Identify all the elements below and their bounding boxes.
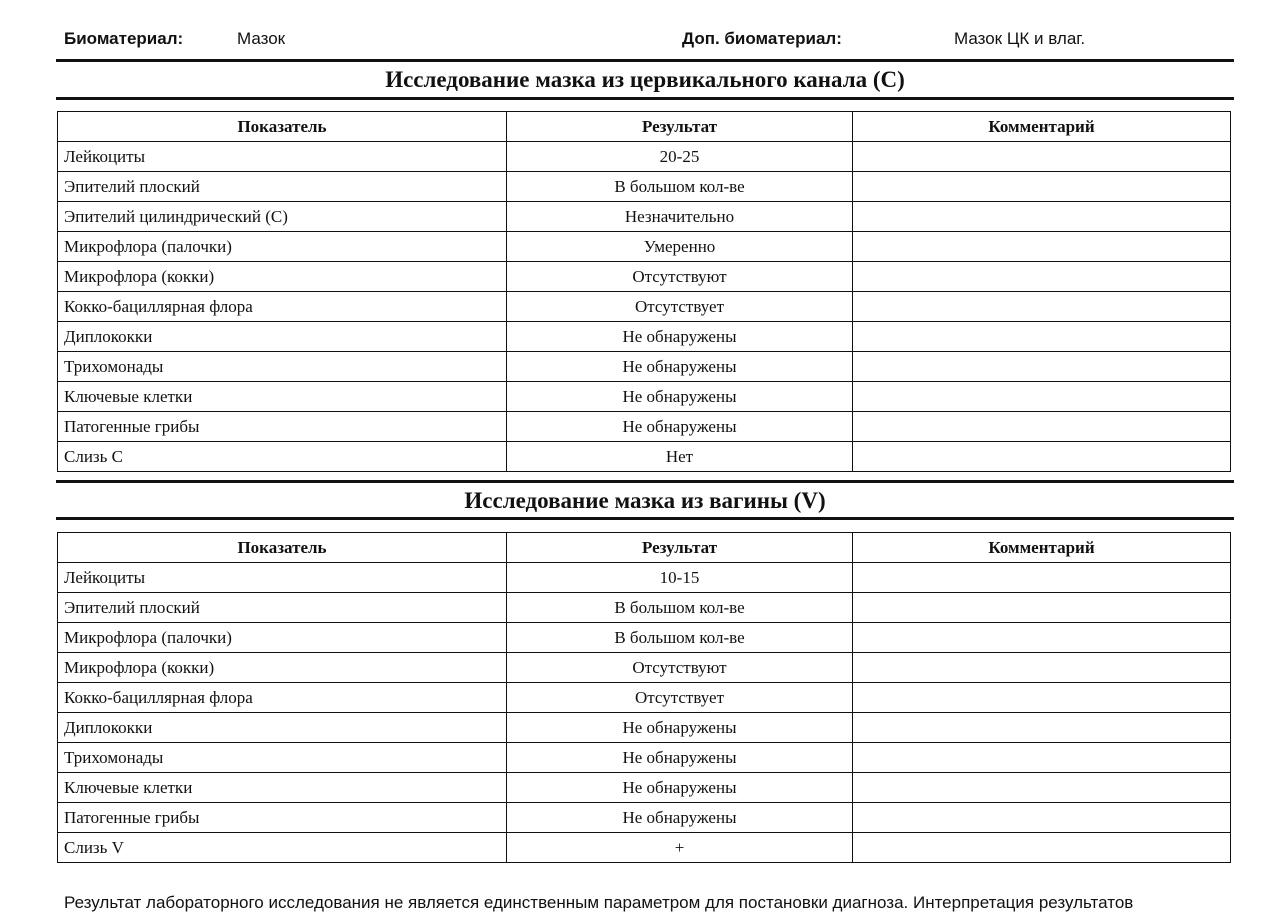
comment-cell [853, 683, 1231, 713]
comment-cell [853, 382, 1231, 412]
comment-cell [853, 322, 1231, 352]
indicator-cell: Диплококки [58, 713, 507, 743]
comment-cell [853, 833, 1231, 863]
vaginal-section-title: Исследование мазка из вагины (V) [464, 488, 826, 513]
table-row [58, 683, 1231, 713]
indicator-cell: Микрофлора (кокки) [58, 653, 507, 683]
table-row [58, 743, 1231, 773]
biomaterial-label: Биоматериал: [64, 29, 184, 48]
comment-cell [853, 232, 1231, 262]
table-row [58, 412, 1231, 442]
table-row [58, 202, 1231, 232]
table-header-row [58, 112, 1231, 142]
table-row [58, 142, 1231, 172]
indicator-cell: Лейкоциты [58, 563, 507, 593]
indicator-cell: Патогенные грибы [58, 803, 507, 833]
table-row [58, 322, 1231, 352]
indicator-cell: Лейкоциты [58, 142, 507, 172]
result-cell: Не обнаружены [507, 412, 853, 442]
comment-cell [853, 593, 1231, 623]
cervical-title-divider [56, 97, 1234, 100]
result-cell: 10-15 [507, 563, 853, 593]
indicator-cell: Кокко-бациллярная флора [58, 292, 507, 322]
result-cell: Не обнаружены [507, 352, 853, 382]
indicator-cell: Патогенные грибы [58, 412, 507, 442]
vaginal-table-body [58, 563, 1231, 863]
comment-cell [853, 442, 1231, 472]
indicator-cell: Микрофлора (палочки) [58, 623, 507, 653]
table-row [58, 593, 1231, 623]
column-header-indicator: Показатель [58, 112, 507, 142]
comment-cell [853, 172, 1231, 202]
extra-biomaterial-value: Мазок ЦК и влаг. [954, 29, 1086, 48]
indicator-cell: Эпителий плоский [58, 593, 507, 623]
comment-cell [853, 202, 1231, 232]
column-header-indicator: Показатель [58, 533, 507, 563]
result-cell: Отсутствует [507, 683, 853, 713]
result-cell: Не обнаружены [507, 713, 853, 743]
comment-cell [853, 713, 1231, 743]
cervical-section-title: Исследование мазка из цервикального канала (C) [385, 67, 905, 92]
result-cell: Отсутствуют [507, 653, 853, 683]
vaginal-results-table [57, 532, 1231, 863]
comment-cell [853, 142, 1231, 172]
cervical-table-bottom-rule [56, 480, 1234, 483]
header-divider [56, 59, 1234, 62]
indicator-cell: Слизь C [58, 442, 507, 472]
indicator-cell: Эпителий цилиндрический (C) [58, 202, 507, 232]
comment-cell [853, 292, 1231, 322]
table-row [58, 563, 1231, 593]
indicator-cell: Трихомонады [58, 743, 507, 773]
indicator-cell: Микрофлора (кокки) [58, 262, 507, 292]
indicator-cell: Эпителий плоский [58, 172, 507, 202]
comment-cell [853, 773, 1231, 803]
table-row [58, 172, 1231, 202]
result-cell: Не обнаружены [507, 743, 853, 773]
table-row [58, 352, 1231, 382]
table-row [58, 803, 1231, 833]
table-row [58, 382, 1231, 412]
result-cell: В большом кол-ве [507, 172, 853, 202]
result-cell: Не обнаружены [507, 803, 853, 833]
comment-cell [853, 563, 1231, 593]
indicator-cell: Ключевые клетки [58, 773, 507, 803]
table-row [58, 623, 1231, 653]
result-cell: Умеренно [507, 232, 853, 262]
comment-cell [853, 262, 1231, 292]
indicator-cell: Кокко-бациллярная флора [58, 683, 507, 713]
result-cell: Отсутствует [507, 292, 853, 322]
comment-cell [853, 623, 1231, 653]
table-header-row [58, 533, 1231, 563]
comment-cell [853, 412, 1231, 442]
result-cell: Отсутствуют [507, 262, 853, 292]
column-header-comment: Комментарий [853, 533, 1231, 563]
indicator-cell: Ключевые клетки [58, 382, 507, 412]
cervical-table-body [58, 142, 1231, 472]
extra-biomaterial-label: Доп. биоматериал: [682, 29, 842, 48]
vaginal-title-divider [56, 517, 1234, 520]
result-cell: Нет [507, 442, 853, 472]
result-cell: В большом кол-ве [507, 623, 853, 653]
table-row [58, 442, 1231, 472]
comment-cell [853, 743, 1231, 773]
biomaterial-header [64, 29, 1234, 53]
comment-cell [853, 352, 1231, 382]
table-row [58, 653, 1231, 683]
column-header-result: Результат [507, 112, 853, 142]
indicator-cell: Слизь V [58, 833, 507, 863]
indicator-cell: Трихомонады [58, 352, 507, 382]
disclaimer-text: Результат лабораторного исследования не является единственным параметром для постановки диагноза. Интерпретация результатов [64, 893, 1134, 912]
table-row [58, 713, 1231, 743]
table-row [58, 262, 1231, 292]
indicator-cell: Микрофлора (палочки) [58, 232, 507, 262]
biomaterial-value: Мазок [237, 29, 286, 48]
result-cell: Не обнаружены [507, 322, 853, 352]
table-row [58, 833, 1231, 863]
table-row [58, 232, 1231, 262]
result-cell: Не обнаружены [507, 773, 853, 803]
table-row [58, 773, 1231, 803]
indicator-cell: Диплококки [58, 322, 507, 352]
result-cell: 20-25 [507, 142, 853, 172]
cervical-results-table [57, 111, 1231, 472]
result-cell: Не обнаружены [507, 382, 853, 412]
result-cell: В большом кол-ве [507, 593, 853, 623]
result-cell: Незначительно [507, 202, 853, 232]
comment-cell [853, 653, 1231, 683]
result-cell: + [507, 833, 853, 863]
column-header-comment: Комментарий [853, 112, 1231, 142]
column-header-result: Результат [507, 533, 853, 563]
table-row [58, 292, 1231, 322]
comment-cell [853, 803, 1231, 833]
